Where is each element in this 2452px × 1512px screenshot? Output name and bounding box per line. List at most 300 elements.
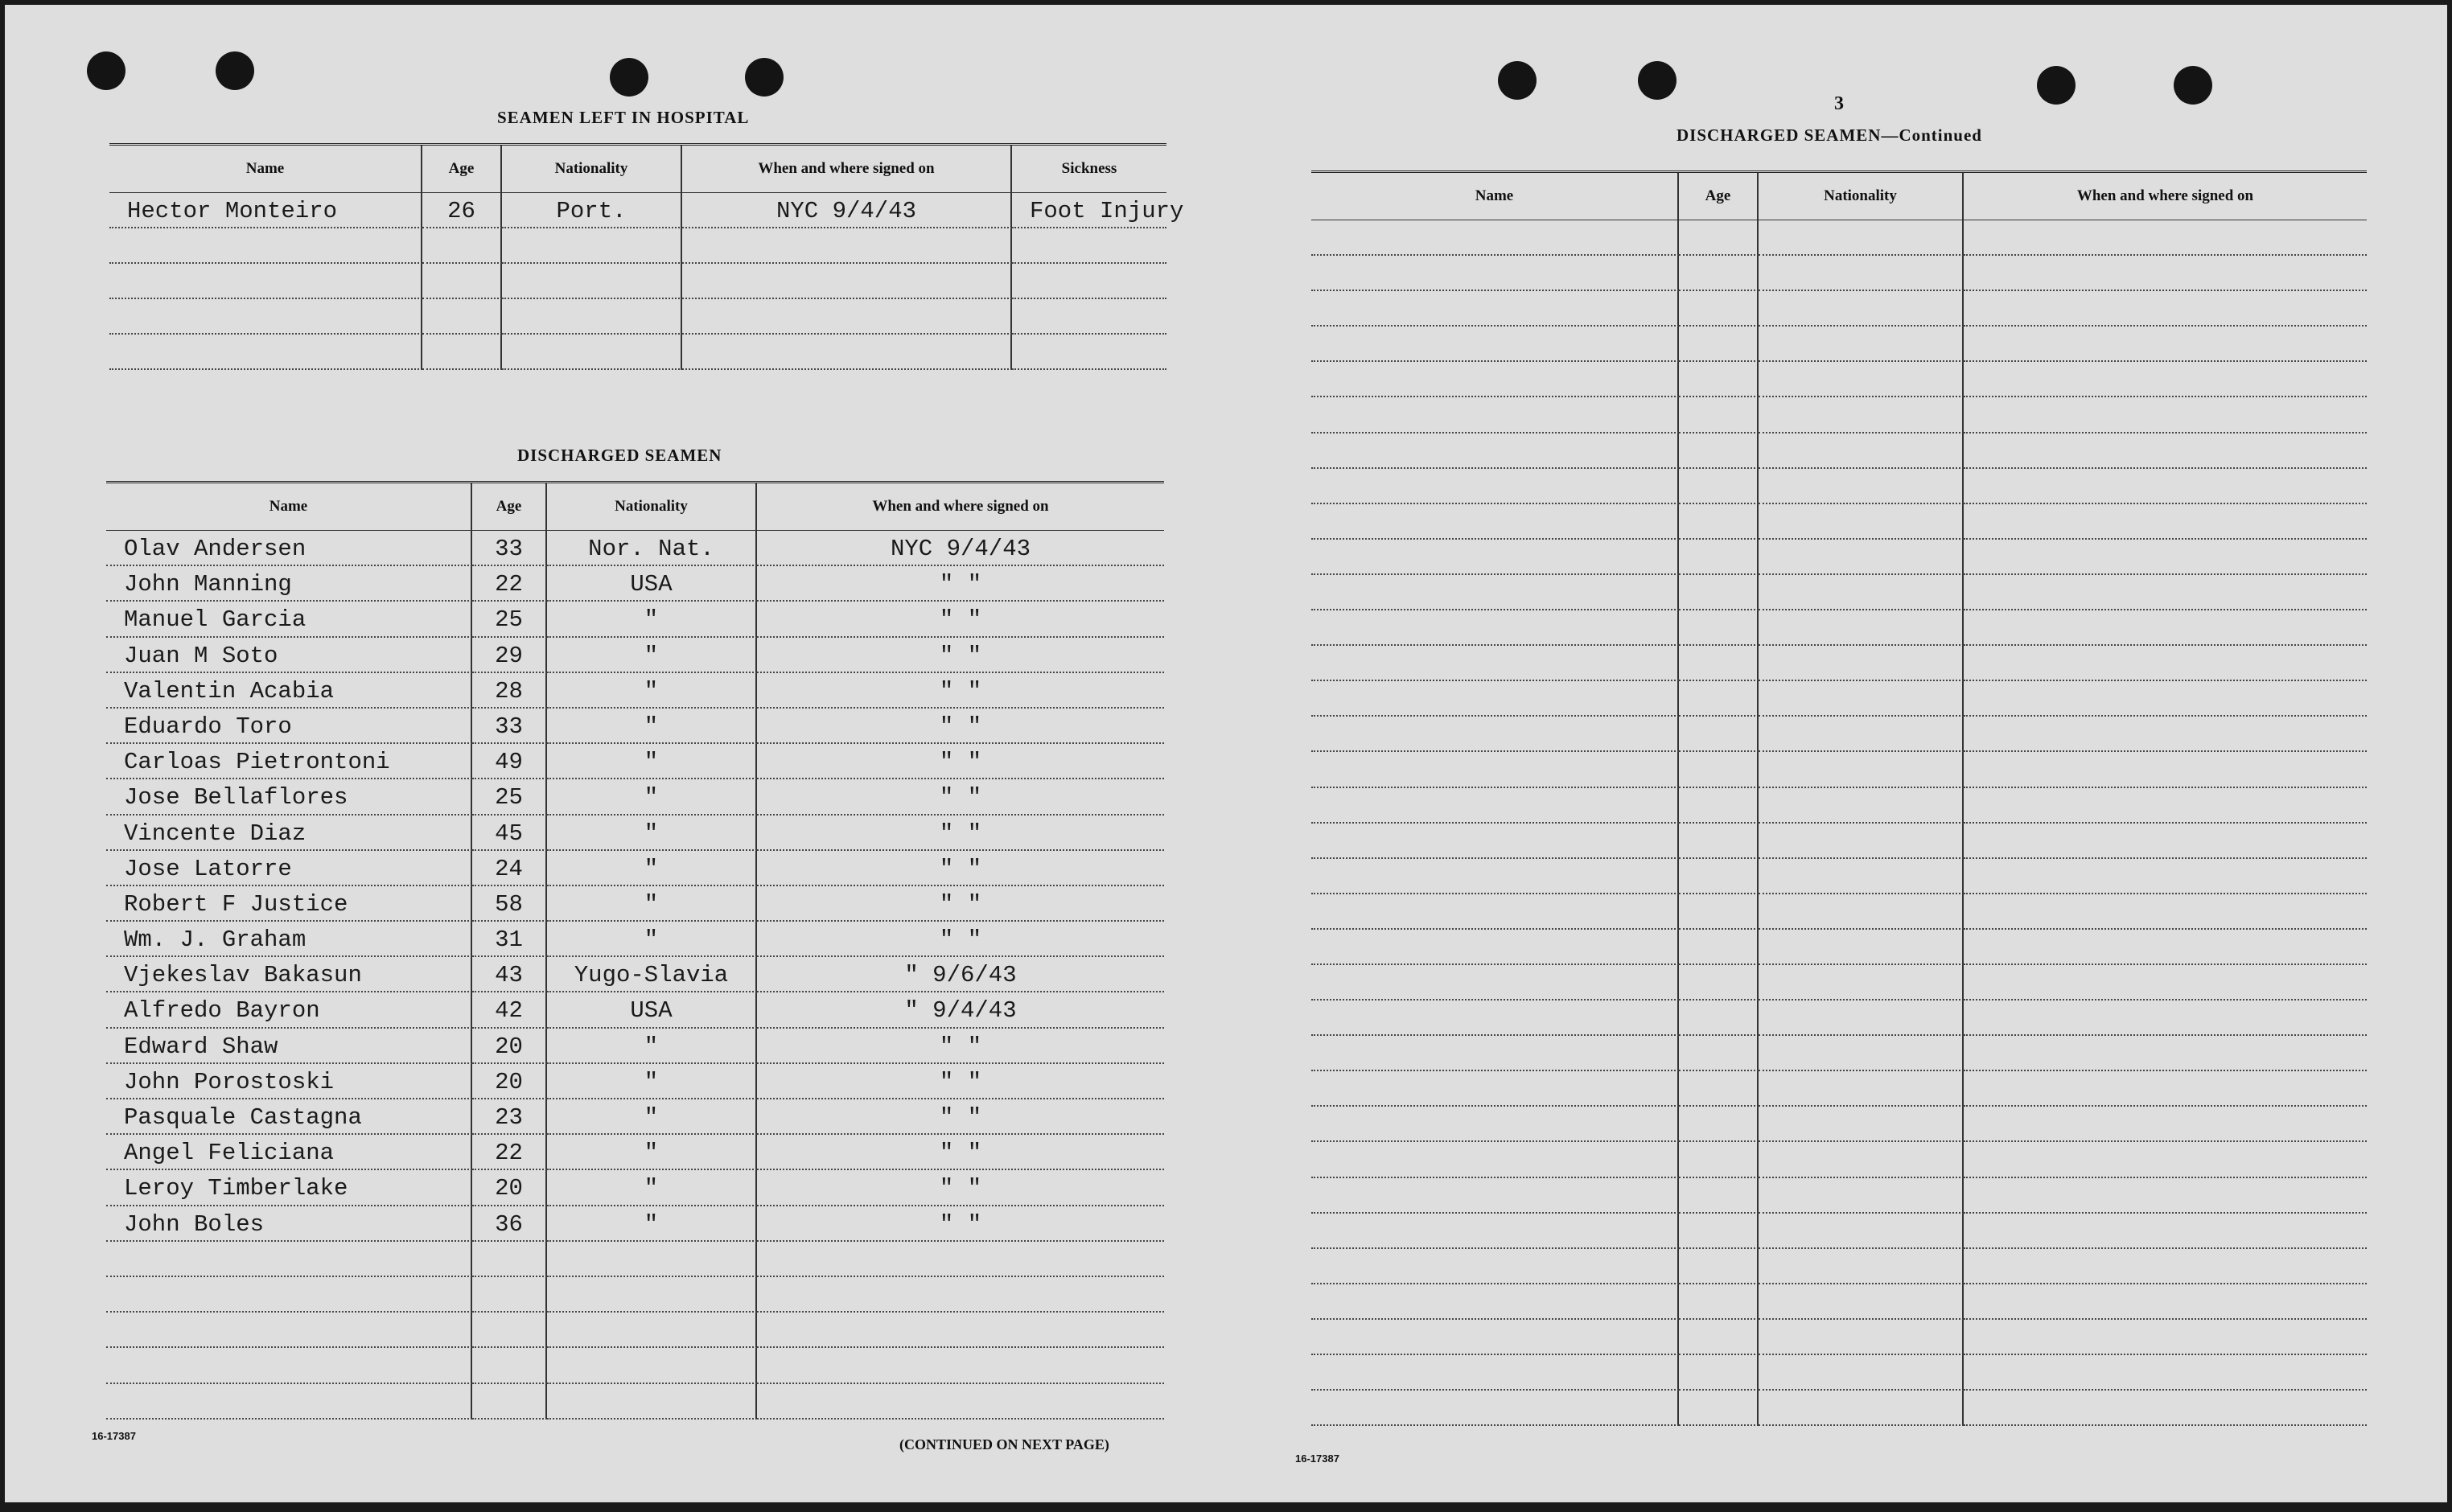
table-cell [1311,859,1679,894]
table-cell [1311,681,1679,717]
table-cell: John Porostoski [106,1064,472,1099]
table-row [106,1170,1164,1206]
table-cell [1964,504,2367,540]
table-cell [1759,1000,1964,1036]
table-cell: NYC 9/4/43 [757,531,1164,566]
table-cell: Nor. Nat. [547,531,757,566]
table-cell [1679,575,1759,610]
table-cell [1679,1320,1759,1355]
table-cell: " [547,602,757,637]
table-cell [1679,362,1759,397]
table-cell [472,1348,547,1383]
table-row [1311,1000,2367,1036]
table-cell [1759,717,1964,752]
table-cell: 24 [472,851,547,886]
table-cell [1964,717,2367,752]
table-cell [1679,327,1759,362]
table-cell [472,1277,547,1313]
table-cell [1759,1036,1964,1071]
table-cell: " " [757,1099,1164,1135]
table-cell [1311,788,1679,824]
table-row [106,602,1164,637]
table-cell: Pasquale Castagna [106,1099,472,1135]
table-row [109,193,1184,228]
table-cell: 31 [472,922,547,957]
table-cell [547,1313,757,1348]
table-row [1311,327,2367,362]
table-cell [682,228,1012,264]
table-cell [1964,327,2367,362]
table-cell [1012,299,1166,335]
table-cell: Foot Injury [1012,193,1166,228]
table-row [106,1277,1164,1313]
table-cell [1311,1000,1679,1036]
table-cell: " [547,886,757,922]
table-cell [1759,752,1964,787]
table-cell: Manuel Garcia [106,602,472,637]
table-cell [1311,1249,1679,1284]
table-cell: USA [547,566,757,602]
table-row [1311,469,2367,504]
table-cell [1964,681,2367,717]
table-cell: Eduardo Toro [106,709,472,744]
table-cell [1311,504,1679,540]
table-cell [1311,894,1679,930]
table-cell: 58 [472,886,547,922]
table-cell: " " [757,1135,1164,1170]
table-row [1311,1071,2367,1107]
table-row [106,922,1164,957]
table-cell [472,1313,547,1348]
table-cell [1759,1107,1964,1142]
table-row [1311,220,2367,256]
table-cell [1964,965,2367,1000]
table-cell: " " [757,673,1164,709]
table-cell: " [547,922,757,957]
table-header [109,143,1166,193]
table-cell [1964,1320,2367,1355]
table-row [1311,930,2367,965]
table-cell [1759,1214,1964,1249]
table-cell [1759,504,1964,540]
column-header: Age [472,483,547,530]
table-cell: " [547,851,757,886]
table-row [1311,1178,2367,1214]
table-cell: " [547,1206,757,1242]
table-cell [109,228,422,264]
table-cell [1311,1284,1679,1320]
table-cell [1679,646,1759,681]
document-sheet [5,5,2447,1502]
table-cell [1311,717,1679,752]
table-row [1311,504,2367,540]
table-row [1311,965,2367,1000]
table-row [1311,1249,2367,1284]
table-row [1311,1355,2367,1391]
table-cell [1759,362,1964,397]
table-row [106,673,1164,709]
table-cell [1311,256,1679,291]
table-cell [1679,256,1759,291]
column-header: Name [1311,173,1679,220]
table-cell: " " [757,816,1164,851]
column-header: Nationality [547,483,757,530]
table-row [1311,575,2367,610]
table-row [106,744,1164,779]
table-cell: Olav Andersen [106,531,472,566]
table-cell [1964,1000,2367,1036]
table-cell [1311,575,1679,610]
table-cell [1759,291,1964,327]
table-cell: Angel Feliciana [106,1135,472,1170]
table-cell [1964,397,2367,433]
table-cell: " " [757,779,1164,815]
table-row [106,1206,1164,1242]
table-cell: 20 [472,1029,547,1064]
column-header: When and where signed on [872,498,1049,515]
table-row [1311,1214,2367,1249]
table-row [1311,646,2367,681]
table-cell [1311,1178,1679,1214]
table-cell [1964,646,2367,681]
table-cell: Wm. J. Graham [106,922,472,957]
punch-hole [1638,61,1676,100]
table-cell: Vincente Diaz [106,816,472,851]
table-row [1311,859,2367,894]
table-row [1311,1391,2367,1426]
table-cell [502,335,682,370]
table-cell [1311,469,1679,504]
table-cell: Vjekeslav Bakasun [106,957,472,992]
table-cell [1679,788,1759,824]
table-row [1311,291,2367,327]
table-cell [106,1384,472,1420]
table-cell [502,228,682,264]
table-cell [1679,824,1759,859]
table-cell: " 9/4/43 [757,992,1164,1028]
table-cell [1679,965,1759,1000]
table-cell [757,1348,1164,1383]
table-cell: 43 [472,957,547,992]
table-cell [1964,1284,2367,1320]
table-cell [1759,646,1964,681]
table-cell [1679,1000,1759,1036]
table-cell [1759,894,1964,930]
table-cell: " [547,1135,757,1170]
table-cell: John Manning [106,566,472,602]
page-number: 3 [1834,93,1845,114]
discharged-section-title: DISCHARGED SEAMEN [517,446,722,465]
table-cell: Hector Monteiro [109,193,422,228]
table-cell [1759,575,1964,610]
table-cell [1311,930,1679,965]
table-cell [1964,1036,2367,1071]
table-row [106,531,1164,566]
table-cell [1311,220,1679,256]
punch-hole [87,51,125,90]
table-cell [757,1313,1164,1348]
table-cell [1311,646,1679,681]
column-header: Age [1679,173,1759,220]
table-cell [1679,1178,1759,1214]
table-cell: " 9/6/43 [757,957,1164,992]
table-cell [1679,540,1759,575]
table-cell [1759,788,1964,824]
punch-hole [745,58,784,97]
table-cell: John Boles [106,1206,472,1242]
column-header: Age [422,146,502,192]
table-cell [1012,228,1166,264]
table-cell [1964,256,2367,291]
table-cell [1964,540,2367,575]
table-cell [1964,362,2367,397]
hospital-table [109,143,1184,370]
table-cell [1679,1071,1759,1107]
table-cell [1311,752,1679,787]
table-row [1311,610,2367,646]
table-cell: " " [757,709,1164,744]
table-row [1311,433,2367,469]
table-cell: Jose Bellaflores [106,779,472,815]
table-cell [1311,824,1679,859]
table-cell [1679,433,1759,469]
table-cell [1759,1071,1964,1107]
table-row [106,1099,1164,1135]
table-row [1311,717,2367,752]
hospital-section-title: SEAMEN LEFT IN HOSPITAL [497,108,750,127]
table-cell [1679,894,1759,930]
table-cell: " [547,1064,757,1099]
table-cell [1679,930,1759,965]
table-row [106,886,1164,922]
table-cell [1759,433,1964,469]
table-cell [1964,433,2367,469]
table-cell: 49 [472,744,547,779]
table-cell [682,264,1012,299]
table-cell [1012,335,1166,370]
table-cell [1759,1355,1964,1391]
table-cell [1311,1071,1679,1107]
table-cell [547,1242,757,1277]
continued-note: (CONTINUED ON NEXT PAGE) [899,1436,1109,1452]
table-cell [757,1242,1164,1277]
table-cell [1964,1249,2367,1284]
table-cell [1311,1107,1679,1142]
table-cell [1311,362,1679,397]
table-cell: " [547,673,757,709]
table-cell [547,1384,757,1420]
table-cell [502,299,682,335]
table-cell: 45 [472,816,547,851]
table-cell [1964,824,2367,859]
table-cell [422,228,502,264]
table-cell [1964,859,2367,894]
table-row [106,638,1164,673]
table-cell [1311,610,1679,646]
column-header: When and where signed on [2076,187,2254,204]
table-cell [1311,965,1679,1000]
table-cell: NYC 9/4/43 [682,193,1012,228]
table-row [1311,752,2367,787]
table-cell [1679,752,1759,787]
table-row [1311,824,2367,859]
table-row [106,1029,1164,1064]
table-row [1311,1036,2367,1071]
table-cell: 42 [472,992,547,1028]
table-cell: " [547,816,757,851]
table-row [106,851,1164,886]
table-row [109,299,1166,335]
table-row [106,709,1164,744]
table-cell: 26 [422,193,502,228]
table-cell [1679,1391,1759,1426]
column-header: Sickness [1061,160,1117,177]
table-cell [1964,469,2367,504]
table-cell: " " [757,602,1164,637]
table-row [1311,894,2367,930]
table-cell [682,335,1012,370]
punch-hole [610,58,648,97]
table-cell [109,335,422,370]
table-row [109,228,1166,264]
table-cell [106,1313,472,1348]
table-cell: 25 [472,602,547,637]
table-cell [1759,1320,1964,1355]
table-cell [1964,894,2367,930]
table-cell: Robert F Justice [106,886,472,922]
table-cell: " [547,744,757,779]
table-row [1311,1142,2367,1177]
table-cell [1964,752,2367,787]
table-cell [682,299,1012,335]
table-cell [1311,1214,1679,1249]
table-cell [1759,610,1964,646]
table-row [1311,788,2367,824]
table-cell [1679,504,1759,540]
table-cell [1311,1142,1679,1177]
table-cell [1964,220,2367,256]
table-cell [1964,1214,2367,1249]
table-cell [547,1277,757,1313]
table-row [106,816,1164,851]
table-cell [1311,327,1679,362]
table-row [1311,1107,2367,1142]
table-cell [1679,859,1759,894]
table-cell: " " [757,566,1164,602]
table-cell [1311,1036,1679,1071]
table-cell: Yugo-Slavia [547,957,757,992]
table-cell [1679,397,1759,433]
table-cell [1964,1142,2367,1177]
table-cell [1679,1142,1759,1177]
table-cell [1679,610,1759,646]
table-cell: " " [757,638,1164,673]
table-cell [1679,1249,1759,1284]
table-cell [1759,824,1964,859]
table-row [106,1135,1164,1170]
table-cell: Juan M Soto [106,638,472,673]
punch-hole [2037,66,2076,105]
table-cell [1964,1178,2367,1214]
table-cell [1759,327,1964,362]
table-cell [1679,681,1759,717]
table-cell: " " [757,1170,1164,1206]
punch-hole [2174,66,2212,105]
table-row [106,992,1164,1028]
table-cell: " [547,638,757,673]
table-cell [1964,291,2367,327]
table-cell: Port. [502,193,682,228]
table-cell [1679,469,1759,504]
table-cell: 23 [472,1099,547,1135]
table-cell [1012,264,1166,299]
form-number: 16-17387 [92,1430,136,1442]
table-cell [1759,859,1964,894]
table-header [106,481,1164,531]
table-cell: 25 [472,779,547,815]
table-cell [1679,1107,1759,1142]
table-cell [1964,610,2367,646]
table-row [106,779,1164,815]
table-cell: " [547,709,757,744]
table-cell: 20 [472,1064,547,1099]
table-cell [1759,681,1964,717]
table-cell: Edward Shaw [106,1029,472,1064]
table-row [1311,256,2367,291]
table-cell [1311,540,1679,575]
table-cell [1311,1320,1679,1355]
table-cell: " [547,1029,757,1064]
table-cell: 33 [472,709,547,744]
table-cell [1311,291,1679,327]
table-cell [1759,540,1964,575]
table-cell [422,299,502,335]
table-row [1311,1284,2367,1320]
table-row [1311,540,2367,575]
table-cell [472,1242,547,1277]
table-cell [1964,1391,2367,1426]
table-cell [1759,965,1964,1000]
discharged-table [106,481,1164,1420]
table-cell: " " [757,744,1164,779]
table-cell: " " [757,1029,1164,1064]
table-cell [1311,397,1679,433]
table-cell: 22 [472,566,547,602]
table-cell: " [547,1099,757,1135]
column-header: When and where signed on [682,146,1012,192]
table-cell [757,1384,1164,1420]
table-cell: 33 [472,531,547,566]
table-row [1311,397,2367,433]
table-cell: 20 [472,1170,547,1206]
column-header: Name [106,483,472,530]
table-row [106,1384,1164,1420]
table-cell: Alfredo Bayron [106,992,472,1028]
table-cell [472,1384,547,1420]
table-cell [1679,1355,1759,1391]
table-cell [1759,220,1964,256]
table-row [106,1313,1164,1348]
table-cell [1964,1107,2367,1142]
table-cell [422,264,502,299]
table-row [106,1242,1164,1277]
table-cell: Jose Latorre [106,851,472,886]
table-cell: " [547,779,757,815]
table-cell [106,1242,472,1277]
table-cell: 22 [472,1135,547,1170]
table-row [109,335,1166,370]
table-cell: " " [757,1064,1164,1099]
